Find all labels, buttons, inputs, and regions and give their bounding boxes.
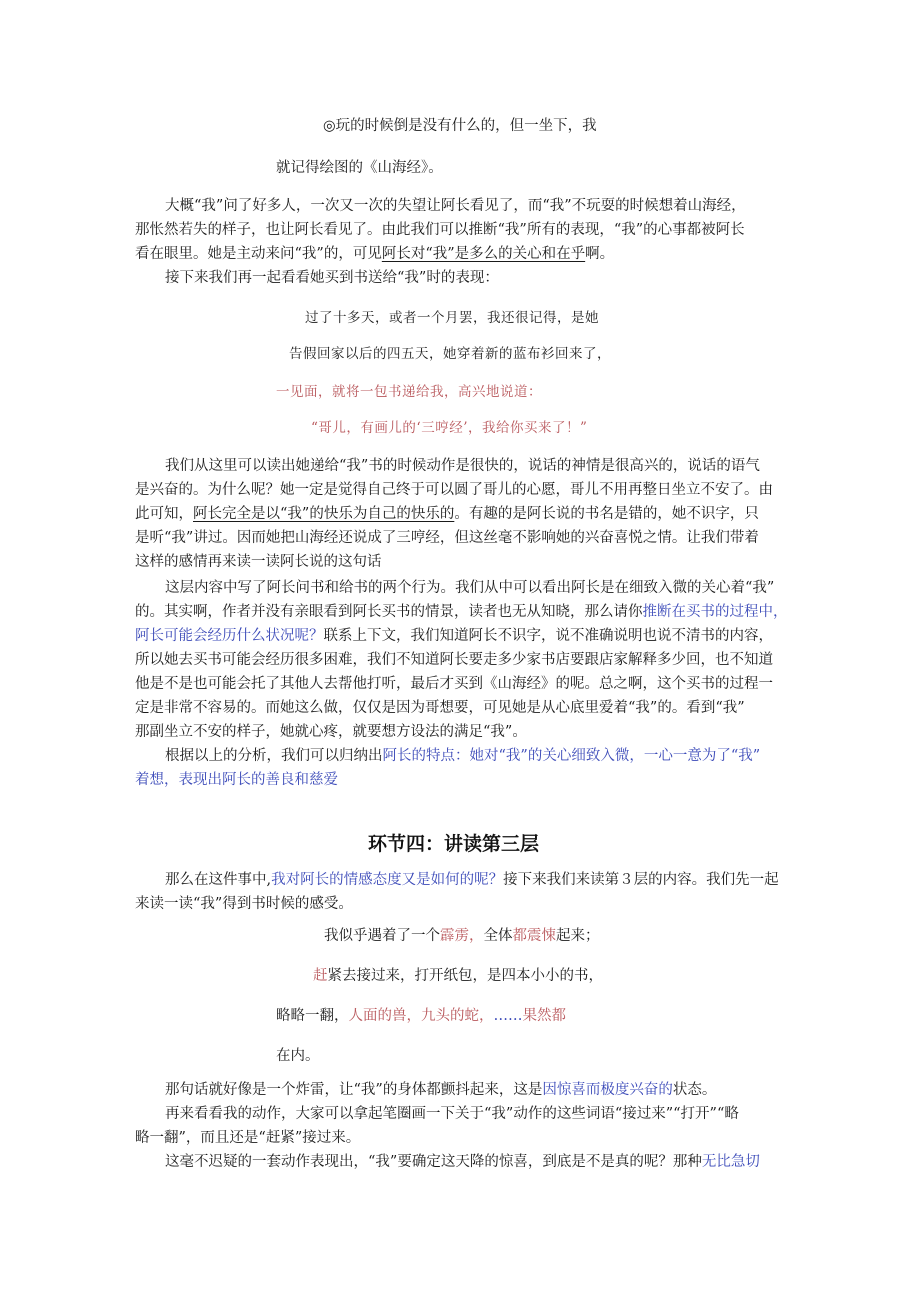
paragraph-line: 定是非常不容易的。而她这么做，仅仅是因为哥想要，可见她是从心底里爱着“我”的。看到“我” [135,700,745,716]
highlight-red: 都震悚 [512,928,556,944]
paragraph-text: 此可知， [135,506,193,522]
highlight-red: 人面的兽，九头的蛇， [348,1008,494,1024]
paragraph-line: 略一翻”，而且还是“赶紧”接过来。 [135,1130,361,1146]
highlight-blue: 推断在买书的过程中， [642,604,788,620]
paragraph-line [165,870,779,890]
quote2-line: 告假回家以后的四五天，她穿着新的蓝布衫回来了， [289,346,611,362]
paragraph-line: 大概“我”问了好多人，一次又一次的失望让阿长看见了，而“我”不玩耍的时候想着山海经， [165,198,746,214]
paragraph-text: 状态。 [672,1082,717,1098]
paragraph-line: 他是不是也可能会托了其他人去帮他打听，最后才买到《山海经》的呢。总之啊，这个买书的过程一 [135,676,773,692]
paragraph-text: 根据以上的分析，我们可以归纳出 [165,748,383,764]
paragraph-text: 。有趣的是阿长说的书名是错的，她不识字，只 [454,506,759,522]
paragraph-text: 那句话就好像是一个炸雷，让“我”的身体都颤抖起来，这是 [165,1082,543,1098]
quote-text: 略略一翻， [276,1008,349,1024]
paragraph-line [165,1080,716,1100]
quote3-line [276,1006,566,1026]
quote2-line: “哥儿，有画儿的‘三哼经’，我给你买来了！” [311,420,588,436]
paragraph-line: 我们从这里可以读出她递给“我”书的时候动作是很快的，说话的神情是很高兴的，说话的语气 [165,458,760,474]
paragraph-line [135,626,773,646]
quote3-line [324,926,600,946]
section-title: 环节四：讲读第三层 [368,833,540,855]
paragraph-text: 啊。 [585,246,615,262]
paragraph-text: 这毫不迟疑的一套动作表现出，“我”要确定这天降的惊喜，到底是不是真的呢？那种 [165,1154,702,1170]
highlight-blue: …… [493,1008,523,1024]
quote2-line: 过了十多天，或者一个月罢，我还很记得，是她 [305,310,599,326]
quote-text: 起来； [556,928,600,944]
quote1-line: 就记得绘图的《山海经》。 [276,160,443,176]
paragraph-line: 所以她去买书可能会经历很多困难，我们不知道阿长要走多少家书店要跟店家解释多少回，也不知道 [135,652,773,668]
highlight-blue: 因惊喜而极度兴奋的 [542,1082,673,1098]
quote2-line: 一见面，就将一包书递给我，高兴地说道： [276,384,542,400]
paragraph-text: 那么在这件事中, [165,872,272,888]
quote3-line [313,966,603,986]
paragraph-text: 接下来我们来读第３层的内容。我们先一起 [503,872,779,888]
highlight-blue: 无比急切 [701,1154,760,1170]
paragraph-text: 的。其实啊，作者并没有亲眼看到阿长买书的情景，读者也无从知晓，那么请你 [135,604,643,620]
quote-text: 全体 [483,928,513,944]
highlight-blue: 阿长的特点：她对“我”的关心细致入微，一心一意为了“我” [382,748,761,764]
highlight-red: 霹雳， [440,928,484,944]
paragraph-line: 那副坐立不安的样子，她就心疼，就要想方设法的满足“我”。 [135,724,527,740]
quote-text: 我似乎遇着了一个 [324,928,440,944]
paragraph-text: 联系上下文，我们知道阿长不识字，说不准确说明也说不清书的内容， [323,628,773,644]
paragraph-line: 来读一读“我”得到书时候的感受。 [135,896,353,912]
quote-text: 紧去接过来，打开纸包，是四本小小的书， [327,968,603,984]
paragraph-line [165,1152,760,1172]
highlight-blue: 阿长可能会经历什么状况呢？ [135,628,324,644]
highlight-red: 赶 [313,968,328,984]
highlight-red: 果然都 [522,1008,566,1024]
highlight-blue: 我对阿长的情感态度又是如何的呢？ [271,872,504,888]
quote3-line: 在内。 [276,1048,320,1064]
paragraph-line: 着想，表现出阿长的善良和慈爱 [135,772,338,788]
paragraph-line: 接下来我们再一起看看她买到书送给“我”时的表现： [165,270,499,286]
paragraph-line: 这层内容中写了阿长问书和给书的两个行为。我们从中可以看出阿长是在细致入微的关心着“我” [165,580,775,596]
paragraph-line [135,602,788,622]
paragraph-line: 再来看看我的动作，大家可以拿起笔圈画一下关于“我”动作的这些词语“接过来”“打开”“略 [165,1106,739,1122]
paragraph-line [135,504,759,524]
quote1-line: ◎玩的时候倒是没有什么的，但一坐下，我 [323,118,597,134]
paragraph-line: 这样的感情再来读一读阿长说的这句话 [135,554,382,570]
paragraph-line: 是兴奋的。为什么呢？她一定是觉得自己终于可以圆了哥儿的心愿，哥儿不用再整日坐立不安了。由 [135,482,773,498]
paragraph-text: 看在眼里。她是主动来问“我”的，可见 [135,246,382,262]
underlined-phrase: 阿长完全是以“我”的快乐为自己的快乐的 [193,506,455,522]
paragraph-line [135,244,614,264]
paragraph-line: 那怅然若失的样子，也让阿长看见了。由此我们可以推断“我”所有的表现，“我”的心事都被阿长 [135,222,745,238]
underlined-phrase: 阿长对“我”是多么的关心和在乎 [381,246,586,262]
paragraph-line [165,746,760,766]
paragraph-line: 是听“我”讲过。因而她把山海经还说成了三哼经，但这丝毫不影响她的兴奋喜悦之情。让我们带着 [135,530,759,546]
